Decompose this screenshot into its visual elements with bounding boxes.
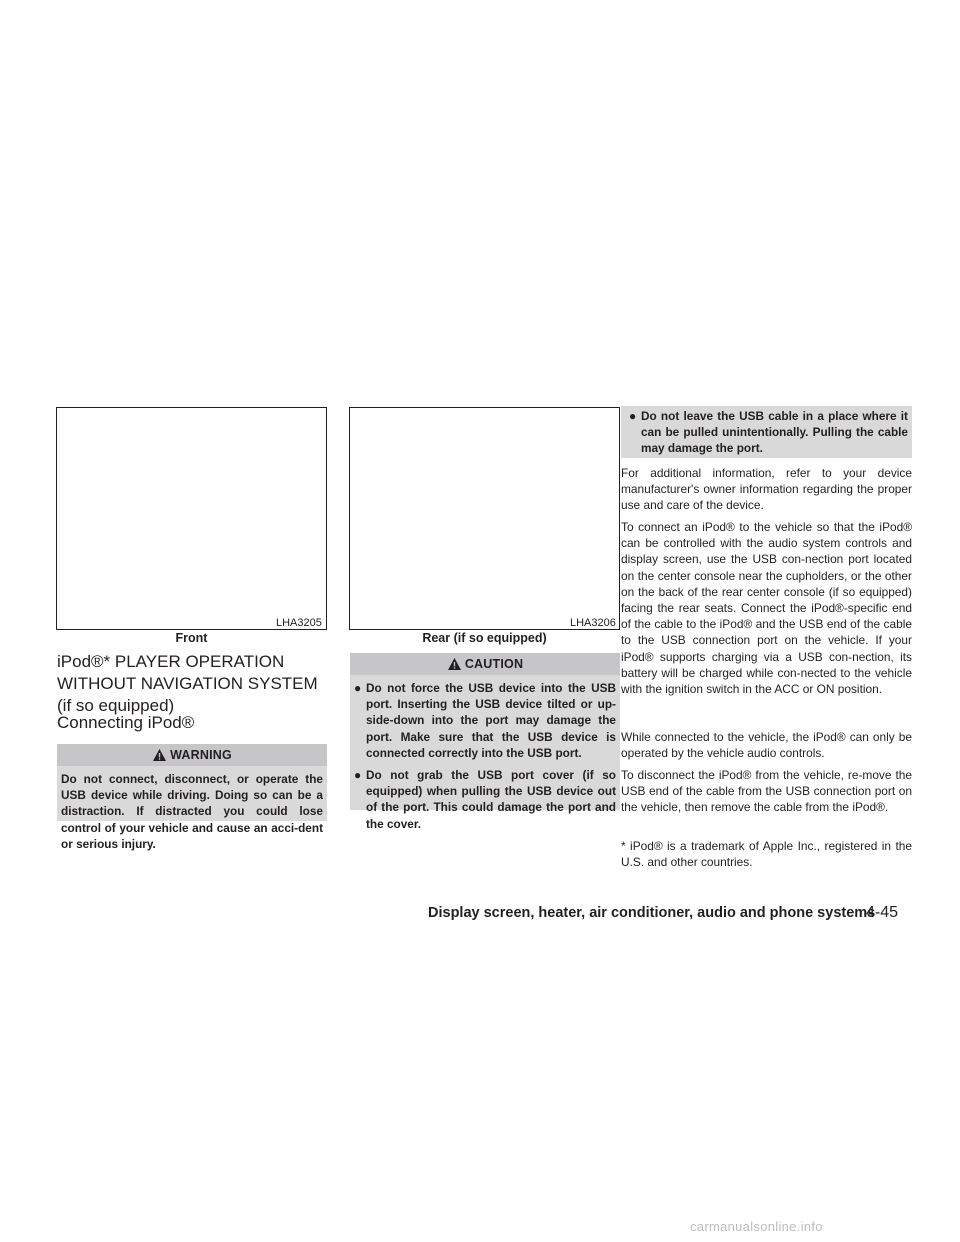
caution-body [350, 675, 620, 844]
section-subheading: Connecting iPod® [57, 713, 195, 732]
figure-front [56, 407, 327, 630]
caution-icon [447, 657, 462, 671]
section-heading: iPod®* PLAYER OPERATION WITHOUT NAVIGATION SYSTEM (if so equipped) [57, 652, 318, 715]
figure-caption: Front [175, 631, 208, 645]
figure-code: LHA3206 [570, 617, 616, 629]
figure-caption: Rear (if so equipped) [422, 631, 547, 645]
figure-code: LHA3205 [276, 617, 322, 629]
bullet-icon: ● [354, 768, 362, 783]
bullet-icon: ● [354, 681, 362, 695]
warning-box [57, 744, 327, 851]
warning-header [57, 744, 327, 766]
body-paragraph: To connect an iPod® to the vehicle so that the iPod® can be controlled with the audio system controls and display screen, use the USB con-nection port located on the center console near the cupholders, or the other on the back of the rear center console (if so equipped) facing the rear seats. Connect the iPod®-specific end of the cable to the iPod® and the USB end of the cable to the USB connection port on the vehicle. If your iPod® supports charging via a USB con-nection, its battery will be charged while con-nected to the vehicle with the ignition switch in the ACC or ON position. [621, 520, 912, 697]
bullet-icon: ● [629, 409, 637, 423]
watermark: carmanualsonline.info [690, 1219, 823, 1234]
page-number: 4-45 [866, 904, 899, 921]
caution-item [354, 767, 616, 832]
figure-rear [349, 407, 620, 630]
caution-box-continued [621, 406, 912, 458]
body-paragraph: For additional information, refer to your device manufacturer's owner information regarding the proper use and care of the device. [621, 466, 912, 513]
warning-label: WARNING [170, 747, 232, 762]
caution-header [350, 653, 620, 675]
caution-label: CAUTION [464, 656, 524, 671]
body-paragraph: * iPod® is a trademark of Apple Inc., registered in the U.S. and other countries. [621, 839, 912, 870]
footer-section-title: Display screen, heater, air conditioner, audio and phone systems [428, 905, 876, 921]
warning-text: Do not connect, disconnect, or operate the USB device while driving. Doing so can be a distraction. If distracted you could lose control of your vehicle and cause an acci-dent or serious injury. [61, 772, 323, 851]
body-paragraph: To disconnect the iPod® from the vehicle, re-move the USB end of the cable from the USB connection port on the vehicle, then remove the cable from the iPod®. [621, 768, 912, 815]
caution-item [354, 680, 616, 761]
caution-item-text: Do not force the USB device into the USB port. Inserting the USB device tilted or up-side-down into the port may damage the port. Make sure that the USB device is connected correctly into the USB port. [366, 681, 616, 760]
warning-icon [152, 748, 167, 762]
caution-body-continued [621, 406, 912, 467]
caution-box [350, 653, 620, 831]
caution-item-text: Do not grab the USB port cover (if so equipped) when pulling the USB device out of the port. This could damage the port and the cover. [366, 768, 616, 831]
body-paragraph: While connected to the vehicle, the iPod® can only be operated by the vehicle audio controls. [621, 730, 912, 761]
caution-item [629, 408, 908, 457]
caution-item-text: Do not leave the USB cable in a place where it can be pulled unintentionally. Pulling the cable may damage the port. [641, 409, 908, 456]
